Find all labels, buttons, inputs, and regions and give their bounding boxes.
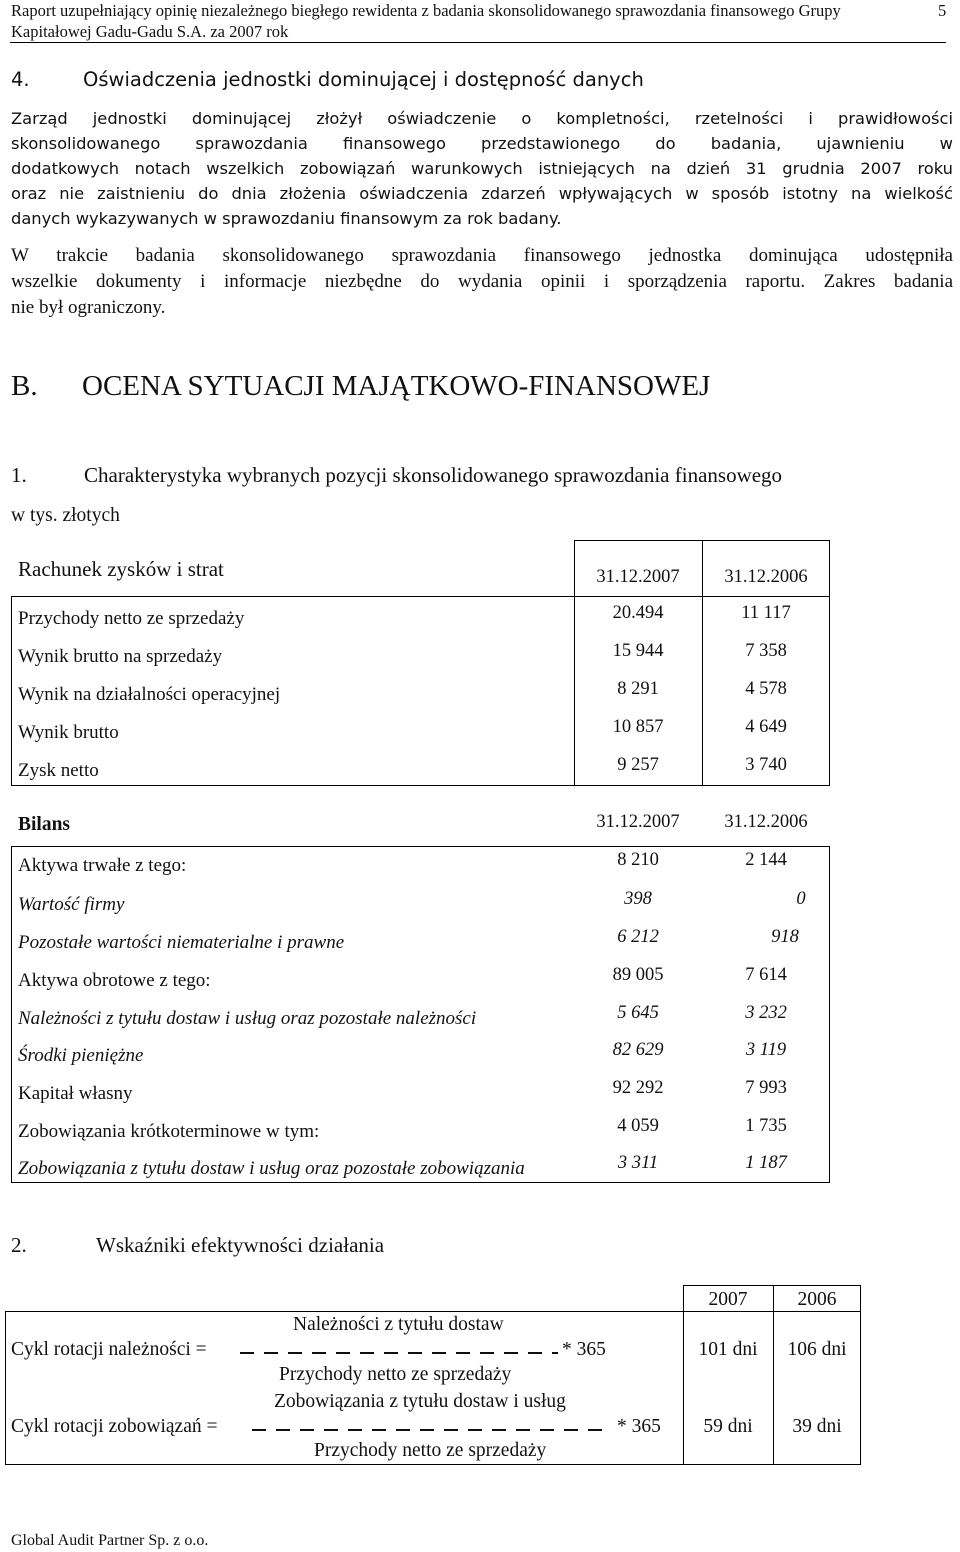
header-divider <box>10 42 946 43</box>
income-row-value-2006: 4 649 <box>745 717 787 737</box>
balance-row-value-2007: 4 059 <box>617 1116 659 1136</box>
balance-row-value-2007: 398 <box>624 889 652 909</box>
ratio2-name: Cykl rotacji zobowiązań = <box>11 1416 218 1437</box>
balance-row-label: Wartość firmy <box>18 894 125 915</box>
balance-row-label: Zobowiązania z tytułu dostaw i usług oraz pozostałe zobowiązania <box>18 1158 525 1179</box>
balance-row-value-2006: 3 232 <box>745 1003 787 1023</box>
income-row-value-2006: 11 117 <box>741 603 791 623</box>
income-row-value-2006: 4 578 <box>745 679 787 699</box>
income-table-heading: Rachunek zysków i strat <box>18 557 224 581</box>
balance-col-2007: 31.12.2007 <box>596 812 680 832</box>
balance-row-value-2007: 82 629 <box>612 1040 664 1060</box>
income-row-label: Przychody netto ze sprzedaży <box>18 608 245 629</box>
page-number: 5 <box>938 1 947 20</box>
subsection-1-title: Charakterystyka wybranych pozycji skonsolidowanego sprawozdania finansowego <box>84 463 783 487</box>
income-row-value-2007: 20.494 <box>612 603 664 623</box>
income-row-label: Wynik brutto na sprzedaży <box>18 646 223 667</box>
paragraph-line: skonsolidowanego sprawozdania finansowego przedstawionego do badania, ujawnieniu w <box>11 134 953 153</box>
ratio1-multiplier: * 365 <box>562 1339 606 1360</box>
paragraph-line: nie był ograniczony. <box>11 297 166 318</box>
ratio2-denominator: Przychody netto ze sprzedaży <box>314 1440 547 1461</box>
balance-row-value-2006: 1 187 <box>745 1153 787 1173</box>
balance-row-value-2007: 92 292 <box>612 1078 664 1098</box>
income-col-2006: 31.12.2006 <box>724 567 808 587</box>
income-row-label: Zysk netto <box>18 760 99 781</box>
subsection-2-title: Wskaźniki efektywności działania <box>96 1233 385 1257</box>
fraction-bar <box>252 1429 610 1431</box>
balance-row-label: Środki pieniężne <box>18 1045 144 1066</box>
income-row-value-2007: 9 257 <box>617 755 659 775</box>
income-row-label: Wynik na działalności operacyjnej <box>18 684 281 705</box>
balance-row-value-2006: 2 144 <box>745 850 787 870</box>
balance-row-value-2007: 5 645 <box>617 1003 659 1023</box>
ratios-col-2007: 2007 <box>708 1289 748 1310</box>
income-row-value-2007: 8 291 <box>617 679 659 699</box>
ratio2-value-2006: 39 dni <box>792 1416 842 1437</box>
subsection-1-number: 1. <box>11 463 27 487</box>
income-row-value-2007: 15 944 <box>612 641 664 661</box>
income-row-value-2006: 7 358 <box>745 641 787 661</box>
section-4-number: 4. <box>11 68 30 91</box>
report-header-line1: Raport uzupełniający opinię niezależnego biegłego rewidenta z badania skonsolidowanego sprawozdania finansowego Grupy <box>11 1 841 20</box>
income-row-label: Wynik brutto <box>18 722 119 743</box>
paragraph-line: oraz nie zaistnieniu do dnia złożenia oświadczenia zdarzeń wpływających w sposób istotny na wielkość <box>11 184 953 203</box>
balance-row-label: Należności z tytułu dostaw i usług oraz pozostałe należności <box>18 1008 477 1029</box>
balance-col-2006: 31.12.2006 <box>724 812 808 832</box>
footer-company: Global Audit Partner Sp. z o.o. <box>11 1532 209 1549</box>
balance-row-value-2006: 7 993 <box>745 1078 787 1098</box>
balance-row-value-2006: 3 119 <box>745 1040 787 1060</box>
report-header-line2: Kapitałowej Gadu-Gadu S.A. za 2007 rok <box>11 22 289 41</box>
income-row-value-2006: 3 740 <box>745 755 787 775</box>
fraction-bar <box>240 1352 558 1354</box>
balance-row-value-2006: 918 <box>771 927 799 947</box>
paragraph-line: danych wykazywanych w sprawozdaniu finansowym za rok badany. <box>11 209 562 228</box>
balance-row-value-2007: 3 311 <box>617 1153 659 1173</box>
balance-row-label: Aktywa trwałe z tego: <box>18 855 187 876</box>
balance-row-value-2006: 7 614 <box>745 965 787 985</box>
paragraph-line: W trakcie badania skonsolidowanego sprawozdania finansowego jednostka dominująca udostępniła <box>11 245 953 266</box>
ratio1-name: Cykl rotacji należności = <box>11 1339 207 1360</box>
balance-row-value-2006: 1 735 <box>745 1116 787 1136</box>
balance-table-heading: Bilans <box>18 814 71 835</box>
paragraph-line: Zarząd jednostki dominującej złożył oświadczenie o kompletności, rzetelności i prawidłowości <box>11 109 953 128</box>
balance-row-value-2006: 0 <box>796 889 806 909</box>
balance-row-label: Zobowiązania krótkoterminowe w tym: <box>18 1121 320 1142</box>
unit-label: w tys. złotych <box>11 505 120 526</box>
balance-row-label: Kapitał własny <box>18 1083 133 1104</box>
balance-row-label: Aktywa obrotowe z tego: <box>18 970 211 991</box>
ratio2-numerator: Zobowiązania z tytułu dostaw i usług <box>274 1391 566 1412</box>
balance-row-value-2007: 8 210 <box>617 850 659 870</box>
ratio1-denominator: Przychody netto ze sprzedaży <box>279 1364 512 1385</box>
ratio1-value-2006: 106 dni <box>787 1339 847 1360</box>
paragraph-line: dodatkowych notach wszelkich zobowiązań warunkowych istniejących na dzień 31 grudnia 2007 roku <box>11 159 953 178</box>
subsection-2-number: 2. <box>11 1233 27 1257</box>
ratio2-multiplier: * 365 <box>617 1416 661 1437</box>
section-b-title: OCENA SYTUACJI MAJĄTKOWO-FINANSOWEJ <box>82 370 711 402</box>
paragraph-line: wszelkie dokumenty i informacje niezbędne do wydania opinii i sporządzenia raportu. Zakres badania <box>11 271 953 292</box>
balance-row-value-2007: 6 212 <box>617 927 659 947</box>
ratios-col-2006: 2006 <box>797 1289 837 1310</box>
ratio2-value-2007: 59 dni <box>703 1416 753 1437</box>
section-4-title: Oświadczenia jednostki dominującej i dostępność danych <box>83 68 644 91</box>
income-row-value-2007: 10 857 <box>612 717 664 737</box>
balance-row-value-2007: 89 005 <box>612 965 664 985</box>
income-col-2007: 31.12.2007 <box>596 567 680 587</box>
balance-row-label: Pozostałe wartości niematerialne i prawne <box>18 932 345 953</box>
section-b-letter: B. <box>11 370 38 402</box>
ratio1-numerator: Należności z tytułu dostaw <box>293 1314 504 1335</box>
ratio1-value-2007: 101 dni <box>698 1339 758 1360</box>
